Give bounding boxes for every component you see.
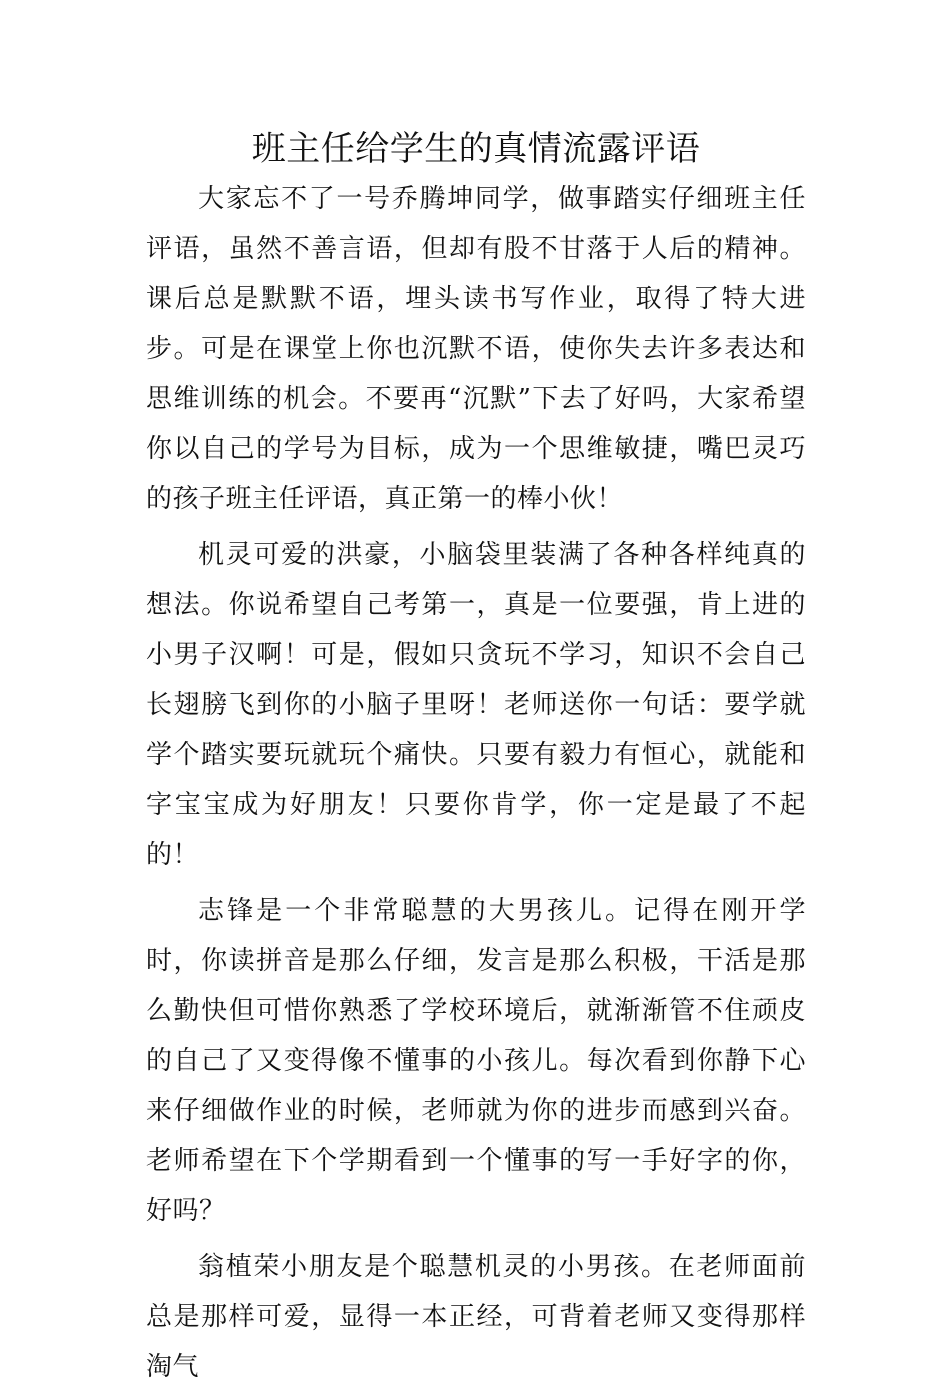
paragraph: 志锋是一个非常聪慧的大男孩儿。记得在刚开学时，你读拼音是那么仔细，发言是那么积极，干活是那么勤快但可惜你熟悉了学校环境后，就渐渐管不住顽皮的自己了又变得像不懂事的小孩儿。每次看到你静下心来仔细做作业的时候，老师就为你的进步而感到兴奋。老师希望在下个学期看到一个懂事的写一手好字的你，好吗？ bbox=[146, 896, 806, 1226]
paragraph: 大家忘不了一号乔腾坤同学，做事踏实仔细班主任评语，虽然不善言语，但却有股不甘落于人后的精神。课后总是默默不语，埋头读书写作业，取得了特大进步。可是在课堂上你也沉默不语，使你失去许多表达和思维训练的机会。不要再“沉默”下去了好吗，大家希望你以自己的学号为目标，成为一个思维敏捷，嘴巴灵巧的孩子班主任评语，真正第一的棒小伙！ bbox=[146, 184, 806, 514]
paragraph: 机灵可爱的洪豪，小脑袋里装满了各种各样纯真的想法。你说希望自己考第一，真是一位要强，肯上进的小男子汉啊！可是，假如只贪玩不学习，知识不会自己长翅膀飞到你的小脑子里呀！老师送你一句话：要学就学个踏实要玩就玩个痛快。只要有毅力有恒心，就能和字宝宝成为好朋友！只要你肯学，你一定是最了不起的！ bbox=[146, 540, 806, 870]
paragraph: 翁植荣小朋友是个聪慧机灵的小男孩。在老师面前总是那样可爱，显得一本正经，可背着老师又变得那样淘气 bbox=[146, 1252, 806, 1382]
document-body bbox=[146, 124, 806, 1392]
document-title: 班主任给学生的真情流露评语 bbox=[251, 129, 701, 169]
